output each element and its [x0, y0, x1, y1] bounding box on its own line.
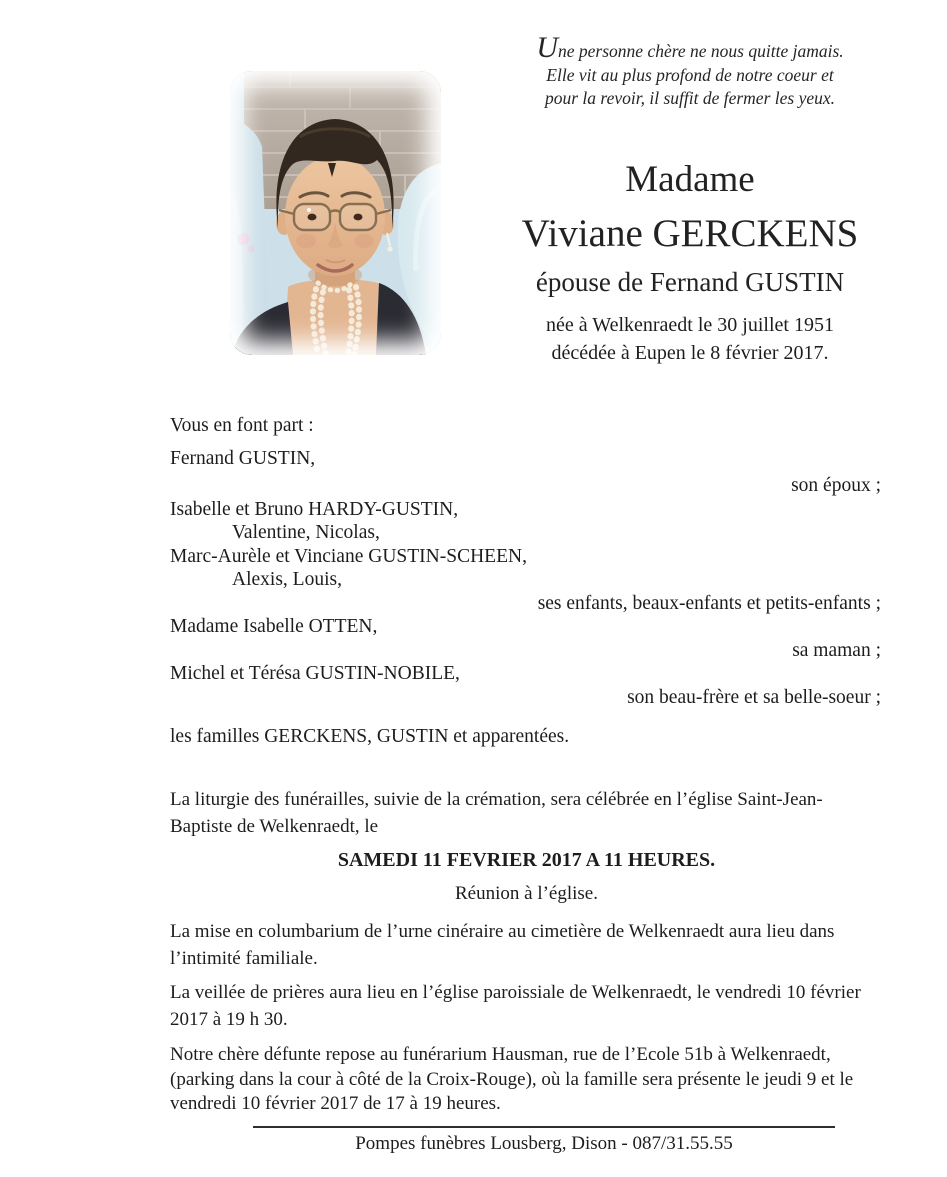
- announcement-intro: Vous en font part :: [170, 415, 314, 436]
- deceased-name: Viviane GERCKENS: [521, 211, 859, 255]
- son-children: Alexis, Louis,: [232, 569, 342, 590]
- husband-relation: son époux ;: [791, 475, 881, 496]
- son-family: Marc-Aurèle et Vinciane GUSTIN-SCHEEN,: [170, 545, 527, 567]
- columbarium-paragraph: La mise en columbarium de l’urne cinéraire au cimetière de Welkenraedt aura lieu dans l’intimité familiale.: [170, 921, 835, 969]
- quote-line-1: Une personne chère ne nous quitte jamais.: [536, 31, 844, 64]
- in-laws-names: Michel et Térésa GUSTIN-NOBILE,: [170, 663, 460, 684]
- family-announcement: [170, 414, 881, 749]
- deceased-title: Madame: [625, 159, 755, 200]
- repose-paragraph: Notre chère défunte repose au funérarium Hausman, rue de l’Ecole 51b à Welkenraedt, (parking dans la cour à côté de la Croix-Rouge), où la famille sera présente le jeudi 9 et le vendredi 10 février 2017 de 17 à 19 heures.: [170, 1044, 854, 1114]
- related-families: les familles GERCKENS, GUSTIN et apparentées.: [170, 726, 570, 747]
- birth-line: née à Welkenraedt le 30 juillet 1951: [546, 314, 834, 337]
- footer-divider: [253, 1126, 835, 1128]
- mother-name: Madame Isabelle OTTEN,: [170, 616, 378, 637]
- meeting-line: Réunion à l’église.: [455, 883, 598, 904]
- in-laws-relation: son beau-frère et sa belle-soeur ;: [627, 686, 881, 708]
- quote-line-3: pour la revoir, il suffit de fermer les yeux.: [545, 88, 835, 108]
- portrait-photo: [230, 71, 441, 355]
- deceased-spouse: épouse de Fernand GUSTIN: [535, 266, 845, 297]
- quote-line-2: Elle vit au plus profond de notre coeur et: [546, 64, 834, 85]
- mother-relation: sa maman ;: [792, 639, 881, 661]
- vigil-paragraph: La veillée de prières aura lieu en l’église paroissiale de Welkenraedt, le vendredi 10 février 2017 à 19 h 30.: [170, 982, 861, 1030]
- ceremony-date-line: SAMEDI 11 FEVRIER 2017 A 11 HEURES.: [337, 849, 716, 871]
- death-line: décédée à Eupen le 8 février 2017.: [551, 342, 829, 365]
- husband-name: Fernand GUSTIN,: [170, 447, 316, 469]
- funeral-home-footer: Pompes funèbres Lousberg, Dison - 087/31.55.55: [355, 1132, 733, 1154]
- portrait-illustration: [230, 71, 441, 355]
- deceased-header: [490, 160, 890, 367]
- daughter-family: Isabelle et Bruno HARDY-GUSTIN,: [170, 498, 459, 520]
- children-relation: ses enfants, beaux-enfants et petits-enfants ;: [537, 592, 881, 614]
- daughter-children: Valentine, Nicolas,: [232, 522, 380, 543]
- deceased-dates: [490, 311, 890, 367]
- liturgy-paragraph: La liturgie des funérailles, suivie de la crémation, sera célébrée en l’église Saint-Jean-Baptiste de Welkenraedt, le: [170, 789, 823, 837]
- ceremony-details: [170, 786, 883, 1156]
- memorial-quote: [490, 31, 890, 111]
